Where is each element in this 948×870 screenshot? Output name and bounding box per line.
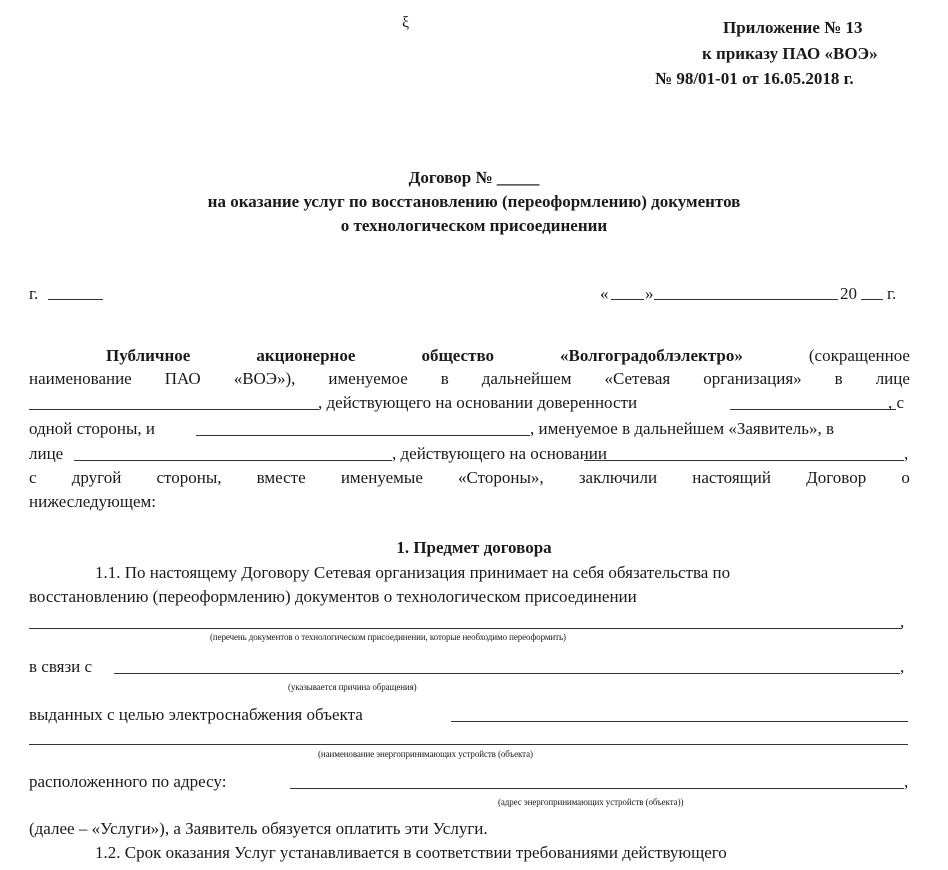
preamble-line4-start: одной стороны, и: [29, 419, 155, 438]
representative-blank: [29, 409, 319, 410]
applicant-representative-blank: [74, 460, 392, 461]
acting-on-power-of-attorney: , действующего на основании доверенности: [318, 393, 638, 412]
preamble-word: вместе: [256, 468, 306, 487]
year-prefix: 20: [840, 284, 857, 303]
preamble-word: в: [440, 369, 449, 388]
annex-number: Приложение № 13: [723, 18, 863, 37]
preamble-word: другой: [71, 468, 122, 487]
preamble-line-1: [106, 346, 910, 366]
preamble-word: организация»: [703, 369, 802, 388]
preamble-line5-end: ,: [904, 444, 909, 463]
preamble-word: заключили: [578, 468, 658, 487]
month-blank: [654, 299, 838, 300]
object-blank-2: [29, 744, 908, 745]
preamble-line-2: [29, 369, 910, 389]
address-blank: [290, 788, 904, 789]
annex-order-number: № 98/01-01 от 16.05.2018 г.: [655, 69, 854, 88]
year-suffix: г.: [887, 284, 897, 303]
caption-documents: (перечень документов о технологическом присоединении, которые необходимо переоформить): [210, 632, 566, 642]
day-blank: [611, 299, 644, 300]
stray-mark: ξ: [402, 14, 410, 31]
date-close-quote: »: [645, 284, 654, 303]
preamble-line5-mid: , действующего на основании: [392, 444, 607, 463]
city-prefix: г.: [29, 284, 39, 303]
city-blank: [48, 299, 103, 300]
preamble-line-7: нижеследующем:: [29, 492, 157, 511]
caption-object: (наименование энергопринимающих устройств (объекта): [318, 749, 533, 759]
preamble-word: именуемые: [340, 468, 423, 487]
attorney-blank: [730, 409, 896, 410]
preamble-word: дальнейшем: [481, 369, 572, 388]
preamble-word: стороны,: [156, 468, 222, 487]
clause-1-1-line1: 1.1. По настоящему Договору Сетевая организация принимает на себя обязательства по: [95, 563, 731, 582]
address-label: расположенного по адресу:: [29, 772, 227, 791]
reason-blank: [114, 673, 900, 674]
object-blank: [451, 721, 908, 722]
contract-title: Договор № _____: [408, 168, 540, 187]
preamble-word: с: [29, 468, 37, 487]
preamble-word: лице: [875, 369, 910, 388]
preamble-word: Договор: [806, 468, 867, 487]
preamble-word: «Сетевая: [604, 369, 671, 388]
preamble-word: Публичное: [106, 346, 191, 365]
preamble-word: «ВОЭ»),: [233, 369, 296, 388]
section1-heading: 1. Предмет договора: [396, 538, 552, 557]
preamble-line5-start: лице: [29, 444, 64, 463]
annex-order: к приказу ПАО «ВОЭ»: [702, 44, 878, 63]
preamble-word: наименование: [29, 369, 132, 388]
clause-1-1-line2: восстановлению (переоформлению) документов о технологическом присоединении: [29, 587, 637, 606]
applicant-basis-blank: [584, 460, 904, 461]
preamble-word: о: [901, 468, 910, 487]
issued-label: выданных с целью электроснабжения объекта: [29, 705, 363, 724]
reason-label: в связи с: [29, 657, 93, 676]
clause-1-1-end: (далее – «Услуги»), а Заявитель обязуется оплатить эти Услуги.: [29, 819, 488, 838]
preamble-word: «Стороны»,: [458, 468, 544, 487]
caption-address: (адрес энергопринимающих устройств (объекта)): [498, 797, 684, 807]
preamble-line3-end: , с: [888, 393, 905, 412]
contract-subject-2: о технологическом присоединении: [340, 216, 608, 235]
date-open-quote: «: [600, 284, 609, 303]
preamble-word: общество: [421, 346, 495, 365]
documents-blank-end: ,: [900, 612, 905, 631]
preamble-word: «Волгоградоблэлектро»: [560, 346, 743, 365]
documents-blank: [29, 628, 902, 629]
year-blank: [861, 299, 883, 300]
clause-1-2-line1: 1.2. Срок оказания Услуг устанавливается в соответствии требованиями действующего: [95, 843, 727, 862]
preamble-line4-mid: , именуемое в дальнейшем «Заявитель», в: [530, 419, 835, 438]
preamble-word: ПАО: [164, 369, 201, 388]
preamble-word: в: [834, 369, 843, 388]
contract-subject: на оказание услуг по восстановлению (переоформлению) документов: [207, 192, 741, 211]
caption-reason: (указывается причина обращения): [288, 682, 417, 692]
preamble-word: (сокращенное: [808, 346, 910, 365]
preamble-word: именуемое: [328, 369, 408, 388]
applicant-blank: [196, 435, 530, 436]
address-blank-end: ,: [904, 772, 909, 791]
preamble-word: настоящий: [692, 468, 771, 487]
preamble-line-6: [29, 468, 910, 488]
reason-blank-end: ,: [900, 657, 905, 676]
preamble-word: акционерное: [256, 346, 356, 365]
